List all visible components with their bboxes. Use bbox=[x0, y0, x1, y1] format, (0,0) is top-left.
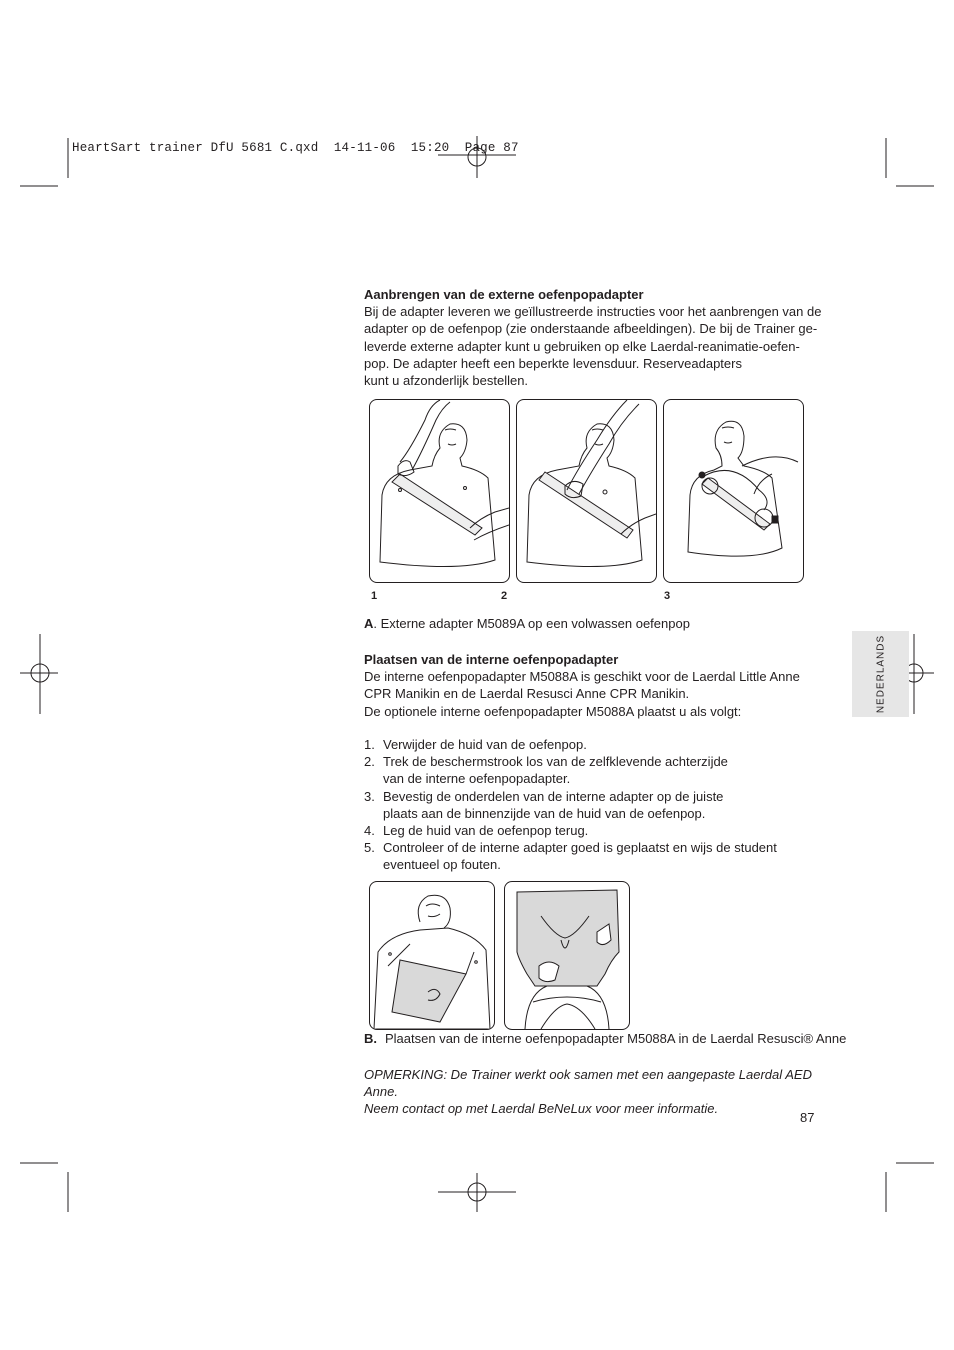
step-text: van de interne oefenpopadapter. bbox=[383, 771, 571, 787]
list-item bbox=[364, 839, 804, 873]
step-text: plaats aan de binnenzijde van de huid van de oefenpop. bbox=[383, 805, 706, 821]
note bbox=[364, 1066, 824, 1118]
note-line: Neem contact op met Laerdal BeNeLux voor meer informatie. bbox=[364, 1101, 719, 1117]
step-text: Bevestig de onderdelen van de interne adapter op de juiste bbox=[383, 788, 724, 804]
figure-a-panel-1 bbox=[369, 399, 510, 583]
step-number: 1. bbox=[364, 737, 375, 752]
step-text: eventueel op fouten. bbox=[383, 857, 501, 873]
caption-text: Plaatsen van de interne oefenpopadapter M5088A in de Laerdal Resusci® Anne bbox=[385, 1031, 847, 1046]
paragraph-line: adapter op de oefenpop (zie onderstaande afbeeldingen). De bij de Trainer ge- bbox=[364, 321, 818, 337]
figure-a-panel-2 bbox=[516, 399, 657, 583]
paragraph-line: pop. De adapter heeft een beperkte levensduur. Reserveadapters bbox=[364, 355, 742, 371]
manikin-illustration bbox=[370, 882, 494, 1029]
figure-a-panel-3 bbox=[663, 399, 804, 583]
step-number: 4. bbox=[364, 823, 375, 839]
manikin-illustration bbox=[505, 882, 629, 1029]
step-text: Trek de beschermstrook los van de zelfklevende achterzijde bbox=[383, 754, 728, 770]
list-item bbox=[364, 822, 804, 839]
figure-number: 1 bbox=[371, 590, 378, 602]
step-number: 2. bbox=[364, 754, 375, 770]
figure-b-panel-1 bbox=[369, 881, 495, 1030]
paragraph-line: kunt u afzonderlijk bestellen. bbox=[364, 373, 529, 389]
paragraph-line: CPR Manikin en de Laerdal Resusci Anne CPR Manikin. bbox=[364, 686, 690, 702]
step-text: Verwijder de huid van de oefenpop. bbox=[383, 737, 587, 752]
paragraph-line: De optionele interne oefenpopadapter M5088A plaatst u als volgt: bbox=[364, 703, 742, 719]
figure-a-caption bbox=[364, 616, 690, 631]
section-internal-adapter bbox=[364, 651, 824, 720]
step-list bbox=[364, 736, 804, 874]
figure-b-caption bbox=[364, 1031, 846, 1046]
file-slug: HeartSart trainer DfU 5681 C.qxd 14-11-06 15:20 Page 87 bbox=[72, 141, 519, 155]
language-tab bbox=[852, 631, 909, 717]
section-heading: Plaatsen van de interne oefenpopadapter bbox=[364, 652, 619, 667]
list-item bbox=[364, 736, 804, 753]
language-tab-label: NEDERLANDS bbox=[875, 634, 886, 714]
step-text: Leg de huid van de oefenpop terug. bbox=[383, 823, 589, 839]
manikin-illustration bbox=[664, 400, 803, 582]
paragraph-line: Bij de adapter leveren we geïllustreerde instructies voor het aanbrengen van de bbox=[364, 304, 822, 320]
manikin-illustration bbox=[370, 400, 509, 582]
caption-text: . Externe adapter M5089A op een volwassen oefenpop bbox=[373, 616, 690, 631]
section-heading: Aanbrengen van de externe oefenpopadapter bbox=[364, 287, 644, 302]
section-external-adapter bbox=[364, 286, 824, 389]
list-item bbox=[364, 788, 804, 822]
paragraph-line: De interne oefenpopadapter M5088A is geschikt voor de Laerdal Little Anne bbox=[364, 669, 800, 685]
paragraph-line: leverde externe adapter kunt u gebruiken op elke Laerdal-reanimatie-oefen- bbox=[364, 338, 800, 354]
figure-number: 2 bbox=[501, 590, 508, 602]
note-line: OPMERKING: De Trainer werkt ook samen met een aangepaste Laerdal AED Anne. bbox=[364, 1067, 812, 1100]
step-number: 3. bbox=[364, 788, 375, 804]
step-number: 5. bbox=[364, 840, 375, 856]
list-item bbox=[364, 753, 804, 787]
figure-number: 3 bbox=[664, 590, 671, 602]
caption-label: A bbox=[364, 616, 374, 631]
manikin-illustration bbox=[517, 400, 656, 582]
page-number: 87 bbox=[800, 1110, 815, 1125]
step-text: Controleer of de interne adapter goed is geplaatst en wijs de student bbox=[383, 840, 777, 856]
figure-b-panel-2 bbox=[504, 881, 630, 1030]
caption-label: B. bbox=[364, 1031, 377, 1046]
